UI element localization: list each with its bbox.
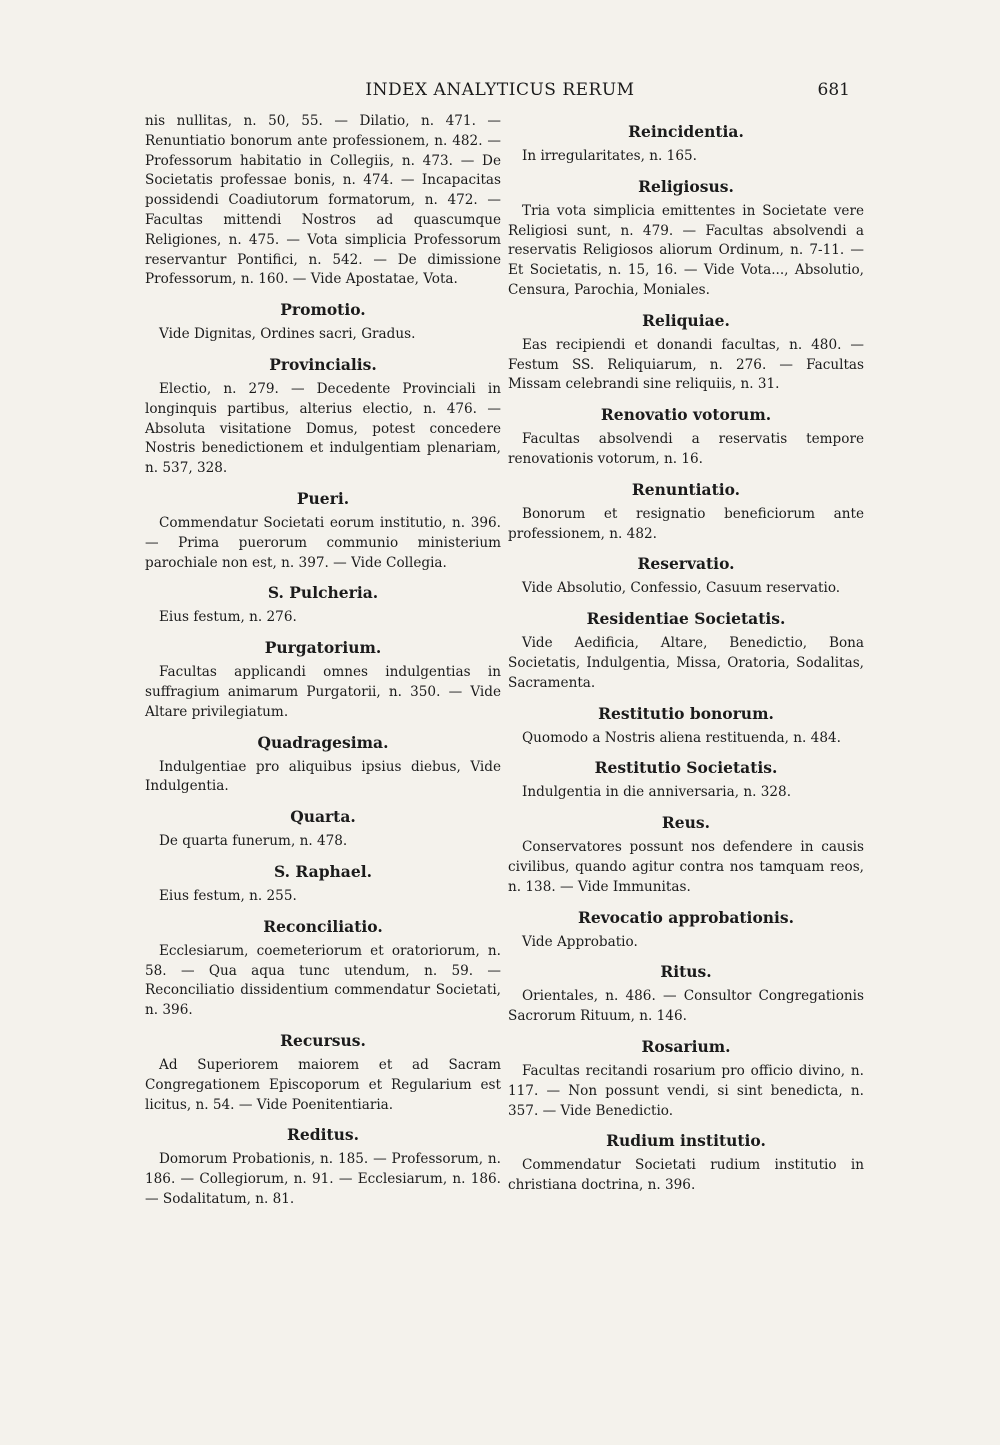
index-entry [145, 638, 501, 722]
entry-text: De quarta funerum, n. 478. [159, 833, 348, 850]
entry-text: Ad Superiorem maiorem et ad Sacram Congregationem Episcoporum et Regularium est licitus, n. 54. — Vide Poenitentiaria. [145, 1056, 501, 1113]
index-entry [145, 917, 501, 1021]
index-entry [145, 862, 501, 907]
entry-text: Commendatur Societati eorum institutio, n. 396. — Prima puerorum communio ministerium parochiale non est, n. 397. — Vide Collegia. [145, 514, 501, 571]
continuation-text: nis nullitas, n. 50, 55. — Dilatio, n. 471. — Renuntiatio bonorum ante professionem, n. 482. — Professorum habitatio in Collegiis, n. 473. — De Societatis professae bonis, n. 474. — Incapacitas possidendi Coadiutorum formatorum, n. 472. — Facultas mittendi Nostros ad quascumque Religiones, n. 475. — Vota simplicia Professorum reservantur Pontifici, n. 542. — De dimissione Professorum, n. 160. — Vide Apostatae, Vota. [145, 113, 501, 288]
entry-heading: S. Pulcheria. [267, 583, 379, 603]
entry-heading: Residentiae Societatis. [586, 609, 786, 629]
index-entry [508, 962, 864, 1027]
entry-heading: Restitutio Societatis. [594, 758, 778, 778]
entry-text: Indulgentiae pro aliquibus ipsius diebus, Vide Indulgentia. [145, 758, 501, 795]
entry-text: In irregularitates, n. 165. [522, 148, 697, 164]
index-entry [145, 355, 501, 479]
left-column [145, 112, 501, 1210]
right-entries [508, 122, 864, 1196]
right-column [508, 112, 864, 1196]
entry-text: Vide Absolutio, Confessio, Casuum reservatio. [522, 580, 841, 597]
entry-text: Eas recipiendi et donandi facultas, n. 480. — Festum SS. Reliquiarum, n. 276. — Facultas Missam celebrandi sine reliquiis, n. 31. [508, 336, 864, 393]
entry-text: Facultas absolvendi a reservatis tempore renovationis votorum, n. 16. [508, 431, 864, 467]
index-entry [145, 807, 501, 852]
entry-text: Indulgentia in die anniversaria, n. 328. [522, 784, 792, 801]
entry-heading: Purgatorium. [264, 638, 382, 658]
index-entry [145, 733, 501, 798]
entry-text: Vide Dignitas, Ordines sacri, Gradus. [159, 326, 416, 343]
entry-text: Domorum Probationis, n. 185. — Professorum, n. 186. — Collegiorum, n. 91. — Ecclesiarum, n. 186. — Sodalitatum, n. 81. [145, 1151, 501, 1207]
entry-heading: Religiosus. [638, 176, 734, 196]
entry-text: Facultas recitandi rosarium pro officio divino, n. 117. — Non possunt vendi, si sint benedicta, n. 357. — Vide Benedictio. [508, 1062, 864, 1119]
index-entry [508, 480, 864, 545]
entry-text: Conservatores possunt nos defendere in causis civilibus, quando agitur contra nos tamquam reos, n. 138. — Vide Immunitas. [508, 839, 864, 895]
entry-heading: Ritus. [660, 962, 712, 982]
index-entry [508, 908, 864, 953]
left-entries [145, 300, 501, 1210]
entry-heading: Renovatio votorum. [600, 405, 772, 425]
entry-text: Quomodo a Nostris aliena restituenda, n. 484. [522, 729, 841, 746]
index-entry [145, 583, 501, 628]
entry-heading: Reliquiae. [642, 310, 730, 330]
entry-heading: Quadragesima. [257, 732, 389, 752]
running-head [0, 80, 1000, 106]
entry-text: Eius festum, n. 276. [159, 609, 297, 626]
page-number: 681 [817, 80, 850, 100]
index-entry [145, 300, 501, 345]
index-entry [508, 554, 864, 599]
index-entry [508, 311, 864, 395]
entry-text: Facultas applicandi omnes indulgentias in suffragium animarum Purgatorii, n. 350. — Vide Altare privilegiatum. [145, 664, 501, 720]
entry-heading: Recursus. [280, 1030, 366, 1050]
entry-heading: Restitutio bonorum. [598, 703, 774, 723]
entry-text: Eius festum, n. 255. [159, 887, 297, 904]
entry-heading: Reconciliatio. [263, 916, 383, 936]
entry-text: Orientales, n. 486. — Consultor Congregationis Sacrorum Rituum, n. 146. [508, 988, 864, 1025]
running-title: INDEX ANALYTICUS RERUM [365, 80, 635, 100]
entry-heading: Revocatio approbationis. [577, 907, 795, 927]
entry-heading: Reincidentia. [628, 122, 744, 141]
index-entry [145, 489, 501, 573]
index-entry [508, 609, 864, 693]
entry-text: Commendatur Societati rudium institutio in christiana doctrina, n. 396. [508, 1157, 864, 1194]
index-entry [508, 1131, 864, 1196]
entry-heading: S. Raphael. [273, 861, 372, 881]
entry-text: Vide Approbatio. [522, 933, 638, 950]
index-entry [145, 1125, 501, 1209]
entry-heading: Reditus. [286, 1125, 360, 1145]
entry-heading: Rudium institutio. [606, 1131, 766, 1151]
index-entry [508, 405, 864, 470]
entry-text: Vide Aedificia, Altare, Benedictio, Bona Societatis, Indulgentia, Missa, Oratoria, Sodalitas, Sacramenta. [508, 635, 864, 691]
entry-heading: Promotio. [280, 300, 366, 320]
entry-text: Electio, n. 279. — Decedente Provinciali in longinquis partibus, alterius electio, n. 476. — Absoluta visitatione Domus, potest concedere Nostris benedictionem et indulgentiam plenariam, n. 537, 328. [145, 380, 501, 477]
index-entry [508, 1037, 864, 1121]
index-entry [508, 177, 864, 301]
entry-heading: Pueri. [296, 488, 350, 508]
index-entry [508, 758, 864, 803]
entry-heading: Renuntiatio. [631, 479, 741, 499]
entry-heading: Reservatio. [637, 554, 735, 574]
index-entry [508, 813, 864, 897]
index-entry [508, 122, 864, 167]
index-entry [145, 1031, 501, 1115]
entry-text: Ecclesiarum, coemeteriorum et oratoriorum, n. 58. — Qua aqua tunc utendum, n. 59. — Reconciliatio dissidentium commendatur Societati, n. 396. [145, 942, 501, 1019]
entry-heading: Quarta. [290, 807, 356, 827]
entry-heading: Reus. [661, 813, 711, 833]
index-entry [508, 704, 864, 749]
entry-heading: Provincialis. [269, 354, 377, 374]
entry-heading: Rosarium. [641, 1036, 731, 1056]
entry-text: Bonorum et resignatio beneficiorum ante professionem, n. 482. [508, 505, 864, 542]
entry-text: Tria vota simplicia emittentes in Societate vere Religiosi sunt, n. 479. — Facultas absolvendi a reservatis Religiosos aliorum Ordinum, n. 7-11. — Et Societatis, n. 15, 16. — Vide Vota..., Absolutio, Censura, Parochia, Moniales. [508, 202, 864, 298]
